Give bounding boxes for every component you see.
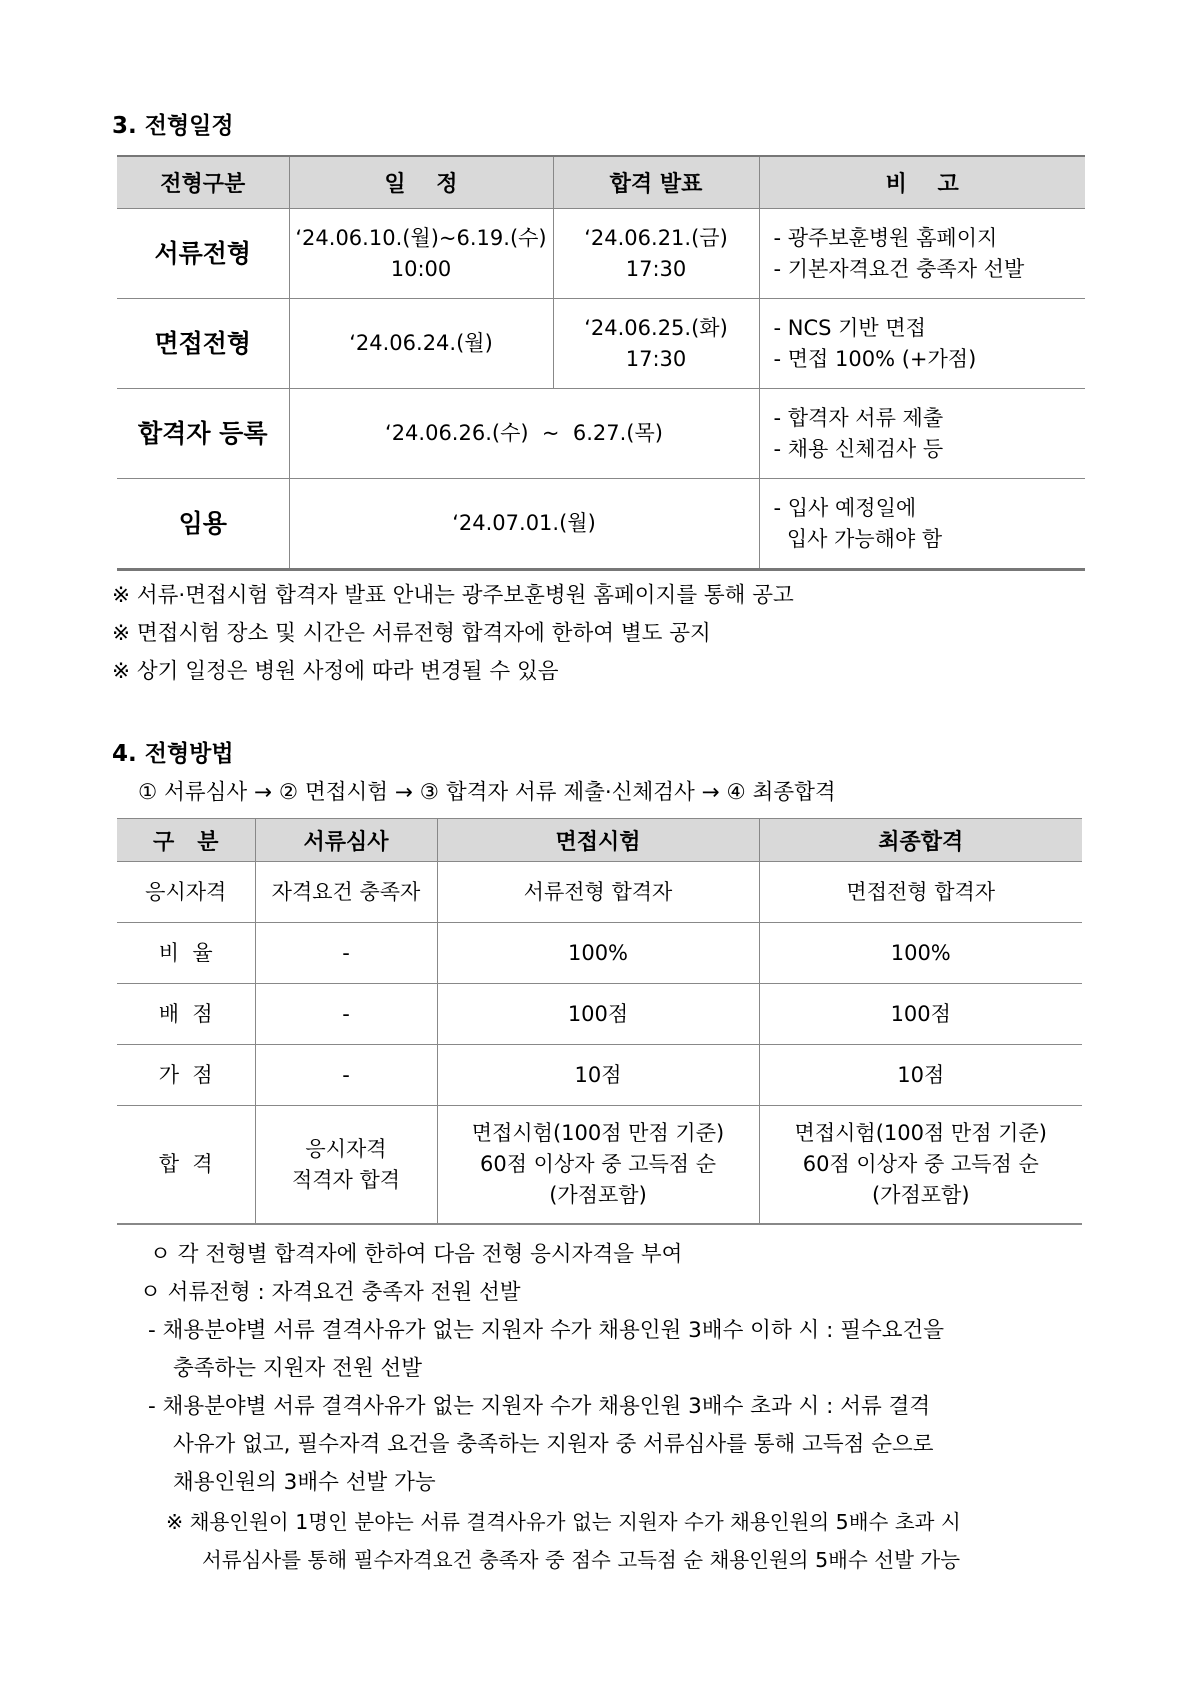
- cell-line: 적격자 합격: [291, 1167, 401, 1192]
- schedule-cell: [289, 479, 759, 570]
- method-header-row: [117, 819, 1082, 862]
- header-final: 최종합격: [759, 819, 1082, 862]
- header-notes: 비 고: [759, 156, 1085, 209]
- notes-cell: [759, 389, 1085, 479]
- schedule-line: ‘24.07.01.(월): [452, 511, 596, 535]
- note-line: - 광주보훈병원 홈페이지: [773, 225, 998, 250]
- stage-cell: 면접전형: [117, 299, 289, 389]
- row-label: 합 격: [117, 1106, 255, 1225]
- announce-cell: [553, 299, 759, 389]
- interview-cell: 서류전형 합격자: [437, 862, 759, 923]
- cell-line: 60점 이상자 중 고득점 순: [802, 1152, 1039, 1176]
- schedule-line: ‘24.06.24.(월): [349, 331, 493, 355]
- schedule-cell: [289, 209, 553, 299]
- interview-cell: 100점: [437, 984, 759, 1045]
- announce-line: 17:30: [625, 346, 687, 371]
- note-line: - 채용분야별 서류 결격사유가 없는 지원자 수가 채용인원 3배수 초과 시 : 서류 결격: [148, 1394, 931, 1419]
- final-cell: 100%: [759, 923, 1082, 984]
- document-cell: -: [255, 984, 437, 1045]
- notes-cell: [759, 299, 1085, 389]
- note-line: - 면접 100% (+가점): [773, 346, 977, 371]
- stage-cell: 임용: [117, 479, 289, 570]
- header-interview: 면접시험: [437, 819, 759, 862]
- schedule-row-appointment: [117, 479, 1085, 570]
- row-label: 가 점: [117, 1045, 255, 1106]
- schedule-cell: [289, 299, 553, 389]
- schedule-cell: [289, 389, 759, 479]
- schedule-table: [117, 155, 1085, 571]
- interview-cell: [437, 1106, 759, 1225]
- final-cell: 100점: [759, 984, 1082, 1045]
- document-cell: -: [255, 923, 437, 984]
- cell-line: 응시자격: [305, 1136, 387, 1161]
- process-flow: ① 서류심사 → ② 면접시험 → ③ 합격자 서류 제출·신체검사 → ④ 최종합격: [138, 780, 836, 805]
- note-line: - 채용 신체검사 등: [773, 436, 944, 461]
- interview-cell: 10점: [437, 1045, 759, 1106]
- notes-cell: [759, 209, 1085, 299]
- header-schedule: 일 정: [289, 156, 553, 209]
- header-announce: 합격 발표: [553, 156, 759, 209]
- schedule-line: ‘24.06.26.(수) ~ 6.27.(목): [385, 421, 663, 445]
- footnote: ※ 서류·면접시험 합격자 발표 안내는 광주보훈병원 홈페이지를 통해 공고: [112, 583, 794, 608]
- cell-line: (가점포함): [871, 1183, 970, 1207]
- schedule-line: ‘24.06.10.(월)~6.19.(수): [295, 225, 547, 250]
- document-cell: [255, 1106, 437, 1225]
- announce-line: ‘24.06.25.(화): [584, 315, 728, 340]
- row-label: 비 율: [117, 923, 255, 984]
- schedule-row-document: [117, 209, 1085, 299]
- note-line: - 합격자 서류 제출: [773, 405, 944, 430]
- note-line: 입사 가능해야 함: [773, 526, 943, 551]
- cell-line: 면접시험(100점 만점 기준): [794, 1121, 1047, 1145]
- method-table: [117, 818, 1082, 1225]
- note-line: 서류심사를 통해 필수자격요건 충족자 중 점수 고득점 순 채용인원의 5배수 선발 가능: [202, 1548, 961, 1572]
- row-label: 배 점: [117, 984, 255, 1045]
- note-line: ㅇ 각 전형별 합격자에 한하여 다음 전형 응시자격을 부여: [150, 1242, 683, 1267]
- document-cell: -: [255, 1045, 437, 1106]
- document-cell: 자격요건 충족자: [255, 862, 437, 923]
- stage-cell: 합격자 등록: [117, 389, 289, 479]
- announce-line: 17:30: [625, 256, 687, 281]
- stage-cell: 서류전형: [117, 209, 289, 299]
- note-line: - 채용분야별 서류 결격사유가 없는 지원자 수가 채용인원 3배수 이하 시 : 필수요건을: [148, 1318, 945, 1343]
- method-row-pass: [117, 1106, 1082, 1225]
- header-stage: 전형구분: [117, 156, 289, 209]
- note-line: - NCS 기반 면접: [773, 315, 926, 340]
- footnote: ※ 상기 일정은 병원 사정에 따라 변경될 수 있음: [112, 659, 559, 684]
- row-label: 응시자격: [117, 862, 255, 923]
- header-category: 구 분: [117, 819, 255, 862]
- schedule-line: 10:00: [390, 256, 452, 281]
- notes-cell: [759, 479, 1085, 570]
- method-row-ratio: [117, 923, 1082, 984]
- final-cell: [759, 1106, 1082, 1225]
- header-document: 서류심사: [255, 819, 437, 862]
- interview-cell: 100%: [437, 923, 759, 984]
- cell-line: 면접시험(100점 만점 기준): [471, 1121, 725, 1145]
- cell-line: (가점포함): [549, 1183, 647, 1207]
- method-row-score: [117, 984, 1082, 1045]
- note-line: 충족하는 지원자 전원 선발: [173, 1356, 422, 1381]
- final-cell: 면접전형 합격자: [759, 862, 1082, 923]
- note-line: 사유가 없고, 필수자격 요건을 충족하는 지원자 중 서류심사를 통해 고득점 순으로: [173, 1432, 934, 1457]
- note-line: - 기본자격요건 충족자 선발: [773, 256, 1025, 281]
- schedule-header-row: [117, 156, 1085, 209]
- schedule-row-interview: [117, 299, 1085, 389]
- announce-line: ‘24.06.21.(금): [584, 225, 728, 250]
- section4-title: 4. 전형방법: [112, 741, 234, 767]
- note-line: ㅇ 서류전형 : 자격요건 충족자 전원 선발: [140, 1280, 521, 1305]
- schedule-row-registration: [117, 389, 1085, 479]
- cell-line: 60점 이상자 중 고득점 순: [480, 1152, 716, 1176]
- method-row-bonus: [117, 1045, 1082, 1106]
- note-line: 채용인원의 3배수 선발 가능: [173, 1470, 436, 1495]
- announce-cell: [553, 209, 759, 299]
- note-line: ※ 채용인원이 1명인 분야는 서류 결격사유가 없는 지원자 수가 채용인원의 5배수 초과 시: [166, 1510, 961, 1534]
- method-row-eligibility: [117, 862, 1082, 923]
- note-line: - 입사 예정일에: [773, 495, 917, 520]
- section3-title: 3. 전형일정: [112, 113, 234, 139]
- final-cell: 10점: [759, 1045, 1082, 1106]
- footnote: ※ 면접시험 장소 및 시간은 서류전형 합격자에 한하여 별도 공지: [112, 621, 711, 646]
- schedule-footnotes: [112, 577, 794, 691]
